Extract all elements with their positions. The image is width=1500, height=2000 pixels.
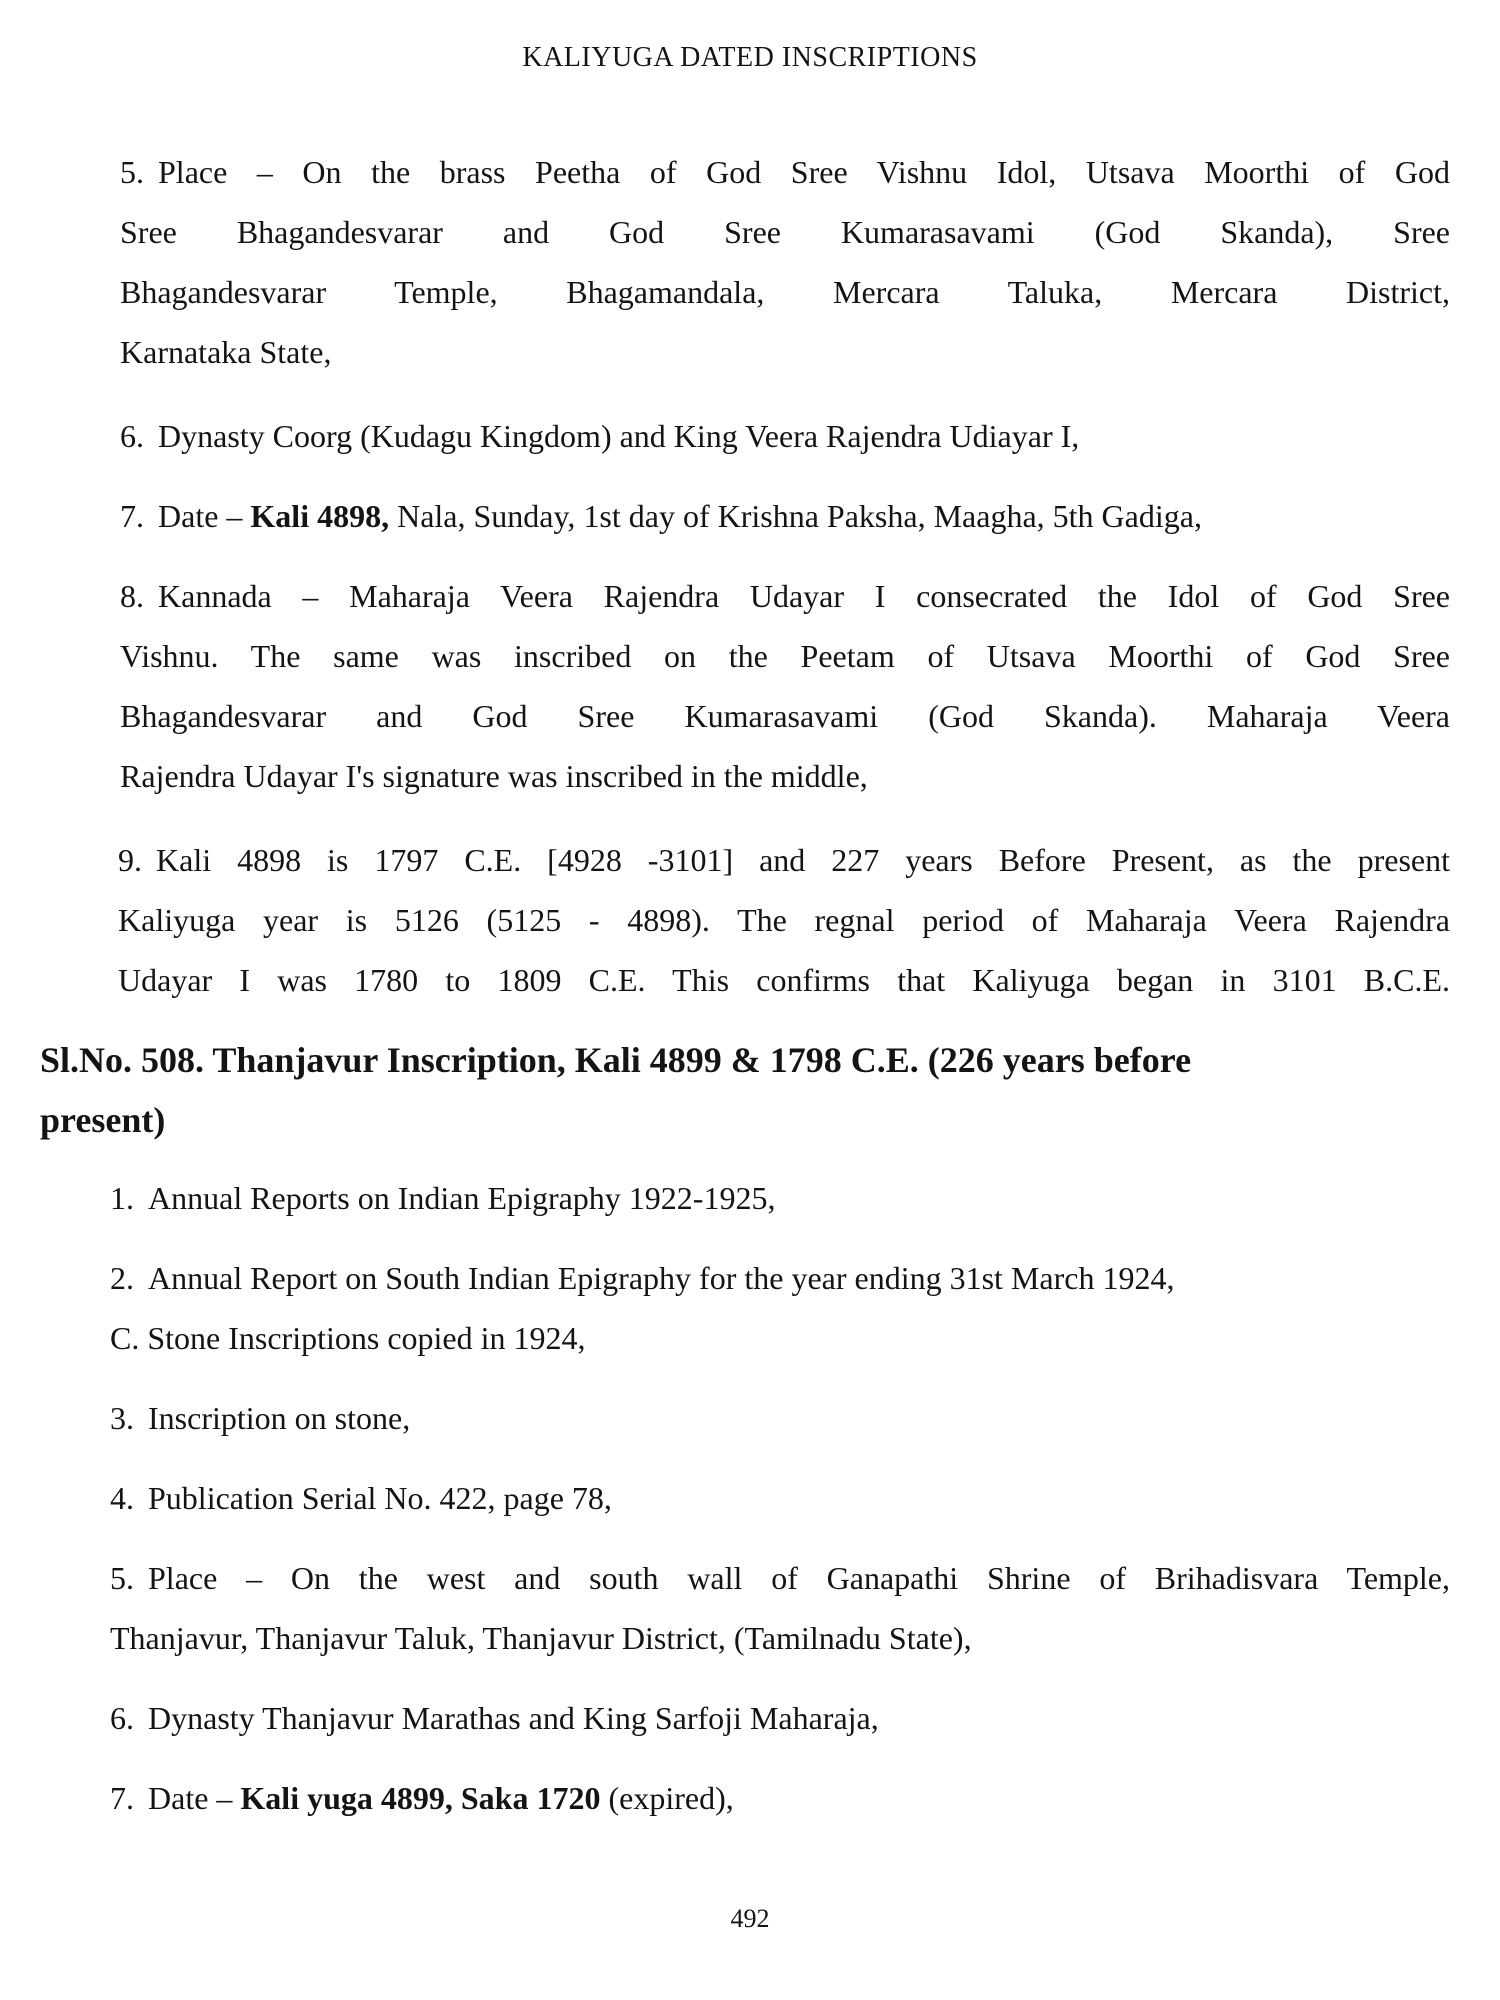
list-item-prev-9 xyxy=(118,830,1450,1010)
item-number: 1. xyxy=(110,1180,134,1216)
item-number: 3. xyxy=(110,1400,134,1436)
date-bold-value: Kali 4898, xyxy=(250,498,390,534)
item-text-line: Kannada – Maharaja Veera Rajendra Udayar I consecrated the Idol of God Sree xyxy=(158,578,1450,614)
date-suffix: (expired), xyxy=(600,1780,734,1816)
item-number: 5. xyxy=(120,154,144,190)
item-text-line: Dynasty Coorg (Kudagu Kingdom) and King Veera Rajendra Udiayar I, xyxy=(158,418,1080,454)
list-item-new-4 xyxy=(110,1468,1450,1528)
item-number: 7. xyxy=(110,1780,134,1816)
item-text-line: Udayar I was 1780 to 1809 C.E. This confirms that Kaliyuga began in 3101 B.C.E. xyxy=(118,962,1450,998)
list-item-prev-8 xyxy=(120,566,1450,806)
list-item-new-3 xyxy=(110,1388,1450,1448)
item-text-line: Kaliyuga year is 5126 (5125 - 4898). The regnal period of Maharaja Veera Rajendra xyxy=(118,902,1450,938)
date-bold-value: Kali yuga 4899, Saka 1720 xyxy=(240,1780,601,1816)
date-prefix: Date – xyxy=(148,1780,241,1816)
item-text-line: Rajendra Udayar I's signature was inscribed in the middle, xyxy=(120,758,868,794)
item-text-line: Sree Bhagandesvarar and God Sree Kumarasavami (God Skanda), Sree xyxy=(120,214,1450,250)
item-text-line: Bhagandesvarar and God Sree Kumarasavami (God Skanda). Maharaja Veera xyxy=(120,698,1450,734)
list-item-prev-6 xyxy=(120,406,1450,466)
page-number: 492 xyxy=(730,1904,770,1933)
item-text-line: Thanjavur, Thanjavur Taluk, Thanjavur District, (Tamilnadu State), xyxy=(110,1620,972,1656)
date-prefix: Date – xyxy=(158,498,251,534)
item-text-line: Annual Report on South Indian Epigraphy for the year ending 31st March 1924, xyxy=(148,1260,1175,1296)
item-text-line: Place – On the west and south wall of Ganapathi Shrine of Brihadisvara Temple, xyxy=(148,1560,1450,1596)
list-item-new-1 xyxy=(110,1168,1450,1228)
item-text-line: Bhagandesvarar Temple, Bhagamandala, Mercara Taluka, Mercara District, xyxy=(120,274,1450,310)
date-suffix: Nala, Sunday, 1st day of Krishna Paksha, Maagha, 5th Gadiga, xyxy=(389,498,1202,534)
list-item-new-6 xyxy=(110,1688,1450,1748)
list-item-new-7 xyxy=(110,1768,1450,1828)
item-number: 5. xyxy=(110,1560,134,1596)
item-text-line: Kali 4898 is 1797 C.E. [4928 -3101] and 227 years Before Present, as the present xyxy=(156,842,1450,878)
item-number: 4. xyxy=(110,1480,134,1516)
section-heading xyxy=(40,1030,1440,1150)
running-head: KALIYUGA DATED INSCRIPTIONS xyxy=(522,42,978,73)
section-heading-line: present) xyxy=(40,1100,166,1140)
section-heading-line: Sl.No. 508. Thanjavur Inscription, Kali 4899 & 1798 C.E. (226 years before xyxy=(40,1040,1192,1080)
item-number: 8. xyxy=(120,578,144,614)
item-number: 9. xyxy=(118,842,142,878)
list-item-prev-7 xyxy=(120,486,1450,546)
list-item-prev-5 xyxy=(120,142,1450,382)
item-text-line: C. Stone Inscriptions copied in 1924, xyxy=(110,1320,586,1356)
item-number: 6. xyxy=(110,1700,134,1736)
list-item-new-5 xyxy=(110,1548,1450,1668)
list-item-new-2 xyxy=(110,1248,1450,1368)
item-number: 6. xyxy=(120,418,144,454)
item-number: 2. xyxy=(110,1260,134,1296)
item-text-line: Place – On the brass Peetha of God Sree Vishnu Idol, Utsava Moorthi of God xyxy=(158,154,1450,190)
item-text-line: Annual Reports on Indian Epigraphy 1922-1925, xyxy=(148,1180,776,1216)
item-text-line: Publication Serial No. 422, page 78, xyxy=(148,1480,612,1516)
item-text-line: Karnataka State, xyxy=(120,334,332,370)
item-number: 7. xyxy=(120,498,144,534)
item-text-line: Vishnu. The same was inscribed on the Peetam of Utsava Moorthi of God Sree xyxy=(120,638,1450,674)
item-text-line: Inscription on stone, xyxy=(148,1400,411,1436)
item-text-line: Dynasty Thanjavur Marathas and King Sarfoji Maharaja, xyxy=(148,1700,879,1736)
